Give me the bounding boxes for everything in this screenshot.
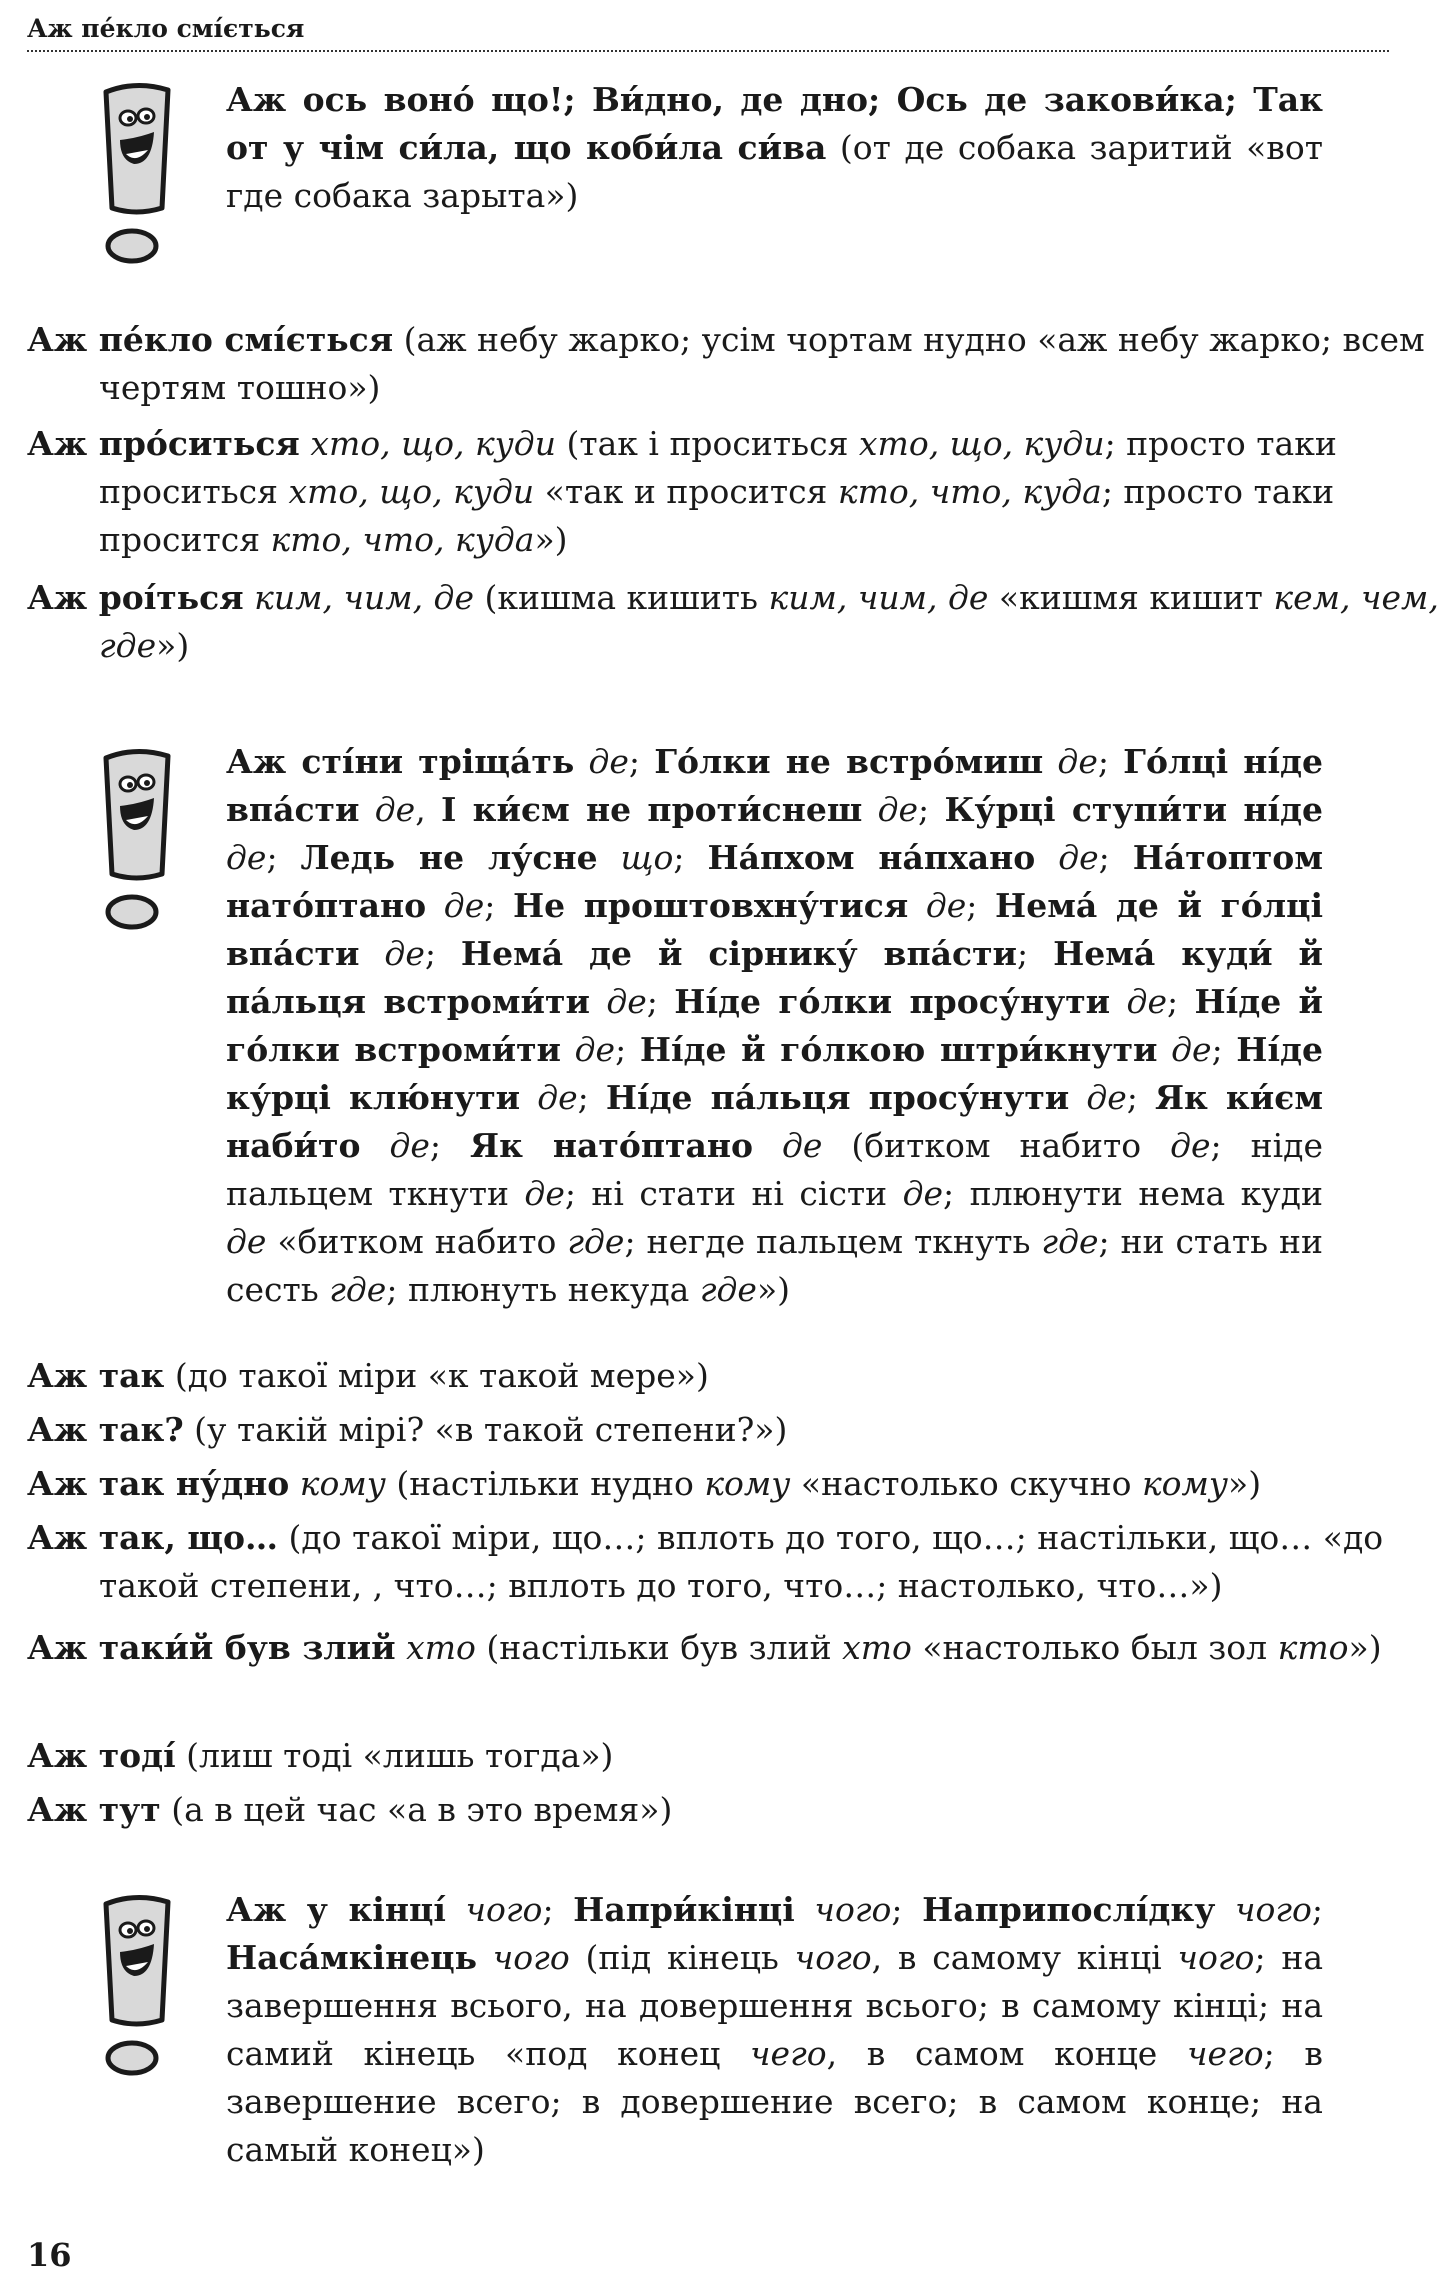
entry-text: (а в цей час «а в это время») xyxy=(160,1790,673,1829)
entry-text: (до такої міри, що…; вплоть до того, що…; настільки, що… «до такой степени, , что…; вплоть до того, что…; настолько, что…») xyxy=(99,1518,1384,1605)
entry-text: ; в завершение всего; в довершение всего; в самом конце; на самый конец») xyxy=(226,2034,1323,2169)
entry-text xyxy=(360,1126,389,1165)
dictionary-entry xyxy=(27,574,1451,670)
dictionary-entry xyxy=(27,1732,1451,1780)
entry-text: ») xyxy=(756,1270,791,1309)
headword: Аж пе́кло смі́ється xyxy=(27,320,394,359)
usage-note: хто xyxy=(406,1628,476,1667)
entry-text: «настолько скучно xyxy=(790,1464,1142,1503)
usage-note: где xyxy=(567,1222,625,1261)
usage-note: кто, что, куда xyxy=(837,472,1102,511)
entry-text xyxy=(426,886,444,925)
usage-note: чого xyxy=(492,1938,570,1977)
usage-note: хто, що, куди xyxy=(858,424,1105,463)
entry-text: , xyxy=(415,790,441,829)
entry-text: ; xyxy=(628,742,655,781)
headword: Як нато́птано xyxy=(469,1126,753,1165)
entry-text xyxy=(598,838,621,877)
usage-note: де xyxy=(1126,982,1167,1021)
usage-note: где xyxy=(699,1270,757,1309)
headword: Го́лки не встро́миш xyxy=(654,742,1044,781)
entry-text: (от де собака заритий «вот где собака зарыта») xyxy=(226,128,1323,215)
headword: Нема́ де й го́лці впа́сти xyxy=(226,886,1324,973)
entry-text: ») xyxy=(1348,1628,1382,1667)
usage-note: що xyxy=(620,838,674,877)
headword: Нема́ де й сірнику́ впа́сти xyxy=(460,934,1018,973)
entry-text: ; на завершення всього, на довершення всього; в самому кінці; на самий кінець «под конец xyxy=(226,1938,1323,2073)
entry-text: ; xyxy=(1167,982,1195,1021)
entry-text xyxy=(753,1126,782,1165)
headword: Го́лці ні́де впа́сти xyxy=(226,742,1323,829)
page-number: 16 xyxy=(27,2236,72,2274)
headword: І ки́єм не проти́снеш xyxy=(440,790,863,829)
dictionary-entry xyxy=(27,1352,1451,1400)
note-paragraph xyxy=(226,738,1323,1314)
entry-text: ; xyxy=(1017,934,1054,973)
usage-note: хто, що, куди xyxy=(288,472,535,511)
headword: Нема́ куди́ й па́льця встроми́ти xyxy=(226,934,1324,1021)
entry-text: (до такої міри «к такой мере») xyxy=(164,1356,709,1395)
entry-text: (настільки був злий xyxy=(475,1628,843,1667)
usage-note: чого xyxy=(814,1890,892,1929)
usage-note: де xyxy=(1058,838,1099,877)
usage-note: де xyxy=(1086,1078,1127,1117)
usage-note: чого xyxy=(1177,1938,1255,1977)
entry-text: ; ни стать ни сесть xyxy=(226,1222,1323,1309)
entry-text xyxy=(862,790,877,829)
usage-note: де xyxy=(537,1078,578,1117)
entry-text: ; xyxy=(918,790,945,829)
headword: Ні́де й го́лкою штри́кнути xyxy=(639,1030,1158,1069)
entry-text xyxy=(795,1890,815,1929)
usage-note: ким, чим, де xyxy=(254,578,475,617)
dictionary-entry xyxy=(27,1624,1451,1672)
entry-text: ; негде пальцем ткнуть xyxy=(624,1222,1042,1261)
headword: Наприпослі́дку xyxy=(922,1890,1216,1929)
exclamation-mascot-icon xyxy=(92,80,180,270)
dictionary-entry xyxy=(27,1406,1451,1454)
entry-text xyxy=(1110,982,1126,1021)
usage-note: де xyxy=(1171,1030,1212,1069)
entry-text: (під кінець xyxy=(569,1938,795,1977)
note-paragraph xyxy=(226,76,1323,220)
entry-text: , в самом конце xyxy=(826,2034,1187,2073)
entry-text xyxy=(1158,1030,1172,1069)
entry-text: ; xyxy=(484,886,513,925)
usage-note: де xyxy=(781,1126,823,1165)
exclamation-mascot-icon xyxy=(92,746,180,936)
usage-note: кому xyxy=(299,1464,386,1503)
usage-note: де xyxy=(443,886,485,925)
entry-text: (битком набито xyxy=(822,1126,1171,1165)
entry-text xyxy=(590,982,606,1021)
headword: Аж тоді́ xyxy=(27,1736,176,1775)
usage-note: где xyxy=(329,1270,387,1309)
entry-text: ; xyxy=(577,1078,606,1117)
usage-note: де xyxy=(606,982,647,1021)
headword: Аж про́ситься xyxy=(27,424,300,463)
dictionary-entry xyxy=(27,1786,1451,1834)
entry-text: ; xyxy=(429,1126,470,1165)
entry-text xyxy=(396,1628,407,1667)
exclamation-mascot-icon xyxy=(92,1892,180,2082)
entry-text: ; xyxy=(891,1890,923,1929)
entry-text xyxy=(289,1464,300,1503)
usage-note: хто xyxy=(842,1628,912,1667)
headword: Як ки́єм наби́то xyxy=(226,1078,1324,1165)
entry-text: (лиш тоді «лишь тогда») xyxy=(175,1736,614,1775)
entry-text xyxy=(561,1030,575,1069)
headword: Ні́де па́льця просу́нути xyxy=(605,1078,1070,1117)
running-head: Аж пе́кло смі́ється xyxy=(27,12,1389,52)
usage-note: чого xyxy=(794,1938,872,1977)
usage-note: де xyxy=(1170,1126,1211,1165)
headword: Аж таки́й був злий xyxy=(27,1628,396,1667)
headword: Аж так xyxy=(27,1356,165,1395)
headword: На́топтом нато́птано xyxy=(226,838,1323,925)
entry-text xyxy=(359,934,384,973)
dictionary-entry xyxy=(27,1460,1451,1508)
headword: Аж ось воно́ що!; Ви́дно, де дно; Ось де закови́ка; Так от у чім си́ла, що коби́ла си́ва xyxy=(226,80,1323,167)
headword: Аж так ну́дно xyxy=(27,1464,290,1503)
entry-text: ») xyxy=(156,626,190,665)
entry-text: ; xyxy=(266,838,301,877)
entry-text xyxy=(1069,1078,1086,1117)
entry-text: ; xyxy=(615,1030,640,1069)
dictionary-entry xyxy=(27,316,1451,412)
usage-note: хто, що, куди xyxy=(310,424,556,463)
usage-note: де xyxy=(384,934,425,973)
note-paragraph xyxy=(226,1886,1323,2174)
entry-text: ; xyxy=(542,1890,574,1929)
headword: Не проштовхну́тися xyxy=(512,886,909,925)
entry-text: ; xyxy=(646,982,675,1021)
dictionary-entry xyxy=(27,1514,1451,1610)
entry-text: ; xyxy=(424,934,461,973)
usage-note: де xyxy=(1057,742,1098,781)
entry-text xyxy=(1035,838,1058,877)
usage-note: чого xyxy=(1234,1890,1312,1929)
entry-text: «битком набито xyxy=(266,1222,568,1261)
entry-text: ; xyxy=(1097,742,1124,781)
entry-text: ; xyxy=(1126,1078,1155,1117)
usage-note: чего xyxy=(1187,2034,1264,2073)
entry-text: ; xyxy=(966,886,996,925)
dictionary-entry xyxy=(27,420,1451,564)
entry-text: ; xyxy=(1098,838,1133,877)
entry-text xyxy=(1043,742,1057,781)
entry-text: ; ніде пальцем ткнути xyxy=(226,1126,1323,1213)
usage-note: де xyxy=(524,1174,565,1213)
headword: Аж так, що… xyxy=(27,1518,279,1557)
headword: На́пхом на́пхано xyxy=(707,838,1036,877)
entry-text: (кишма кишить xyxy=(474,578,769,617)
usage-note: де xyxy=(902,1174,944,1213)
headword: Наса́мкінець xyxy=(226,1938,477,1977)
usage-note: кому xyxy=(704,1464,791,1503)
entry-text: ; xyxy=(1211,1030,1237,1069)
usage-note: кто, что, куда xyxy=(270,520,535,559)
headword: Аж сті́ни тріща́ть xyxy=(226,742,575,781)
entry-text xyxy=(574,742,588,781)
entry-text: (настільки нудно xyxy=(385,1464,705,1503)
entry-text: (аж небу жарко; усім чортам нудно «аж небу жарко; всем чертям тошно») xyxy=(99,320,1425,407)
headword: Ні́де го́лки просу́нути xyxy=(674,982,1111,1021)
entry-text xyxy=(477,1938,493,1977)
entry-text: ; ні стати ні сісти xyxy=(564,1174,903,1213)
entry-text: ; плюнуть некуда xyxy=(386,1270,700,1309)
usage-note: ким, чим, де xyxy=(768,578,989,617)
entry-text: ») xyxy=(1228,1464,1262,1503)
usage-note: де xyxy=(226,1222,267,1261)
entry-text xyxy=(300,424,311,463)
entry-text xyxy=(244,578,255,617)
usage-note: де xyxy=(925,886,967,925)
usage-note: кем, чем, где xyxy=(99,578,1439,665)
usage-note: де xyxy=(226,838,267,877)
usage-note: где xyxy=(1041,1222,1099,1261)
usage-note: кто xyxy=(1277,1628,1349,1667)
entry-text: ; xyxy=(1311,1890,1324,1929)
entry-text: (у такій мірі? «в такой степени?») xyxy=(183,1410,788,1449)
entry-text: ; просто таки просится xyxy=(99,472,1335,559)
usage-note: чего xyxy=(750,2034,827,2073)
entry-text: «настолько был зол xyxy=(911,1628,1278,1667)
entry-text: ; плюнути нема куди xyxy=(943,1174,1323,1213)
usage-note: де xyxy=(389,1126,430,1165)
headword: Аж тут xyxy=(27,1790,161,1829)
entry-text: , в самому кінці xyxy=(871,1938,1178,1977)
entry-text: (так і проситься xyxy=(555,424,859,463)
entry-text: ; просто таки проситься xyxy=(99,424,1337,511)
headword: Ні́де ку́рці клю́нути xyxy=(226,1030,1324,1117)
usage-note: кому xyxy=(1141,1464,1229,1503)
usage-note: де xyxy=(374,790,416,829)
usage-note: де xyxy=(574,1030,616,1069)
headword: Аж так? xyxy=(27,1410,184,1449)
entry-text xyxy=(908,886,926,925)
entry-text xyxy=(359,790,374,829)
headword: Ледь не лу́сне xyxy=(300,838,598,877)
usage-note: де xyxy=(588,742,629,781)
entry-text xyxy=(446,1890,466,1929)
headword: Напри́кінці xyxy=(573,1890,795,1929)
entry-text xyxy=(520,1078,537,1117)
usage-note: чого xyxy=(465,1890,543,1929)
usage-note: де xyxy=(877,790,919,829)
entry-text: ») xyxy=(534,520,568,559)
entry-text: ; xyxy=(673,838,708,877)
headword: Ні́де й го́лки встроми́ти xyxy=(226,982,1324,1069)
entry-text: «кишмя кишит xyxy=(988,578,1274,617)
headword: Аж у кінці́ xyxy=(226,1890,446,1929)
entry-text: «так и просится xyxy=(534,472,838,511)
headword: Аж роі́ться xyxy=(27,578,244,617)
headword: Ку́рці ступи́ти ні́де xyxy=(944,790,1324,829)
entry-text xyxy=(1215,1890,1235,1929)
